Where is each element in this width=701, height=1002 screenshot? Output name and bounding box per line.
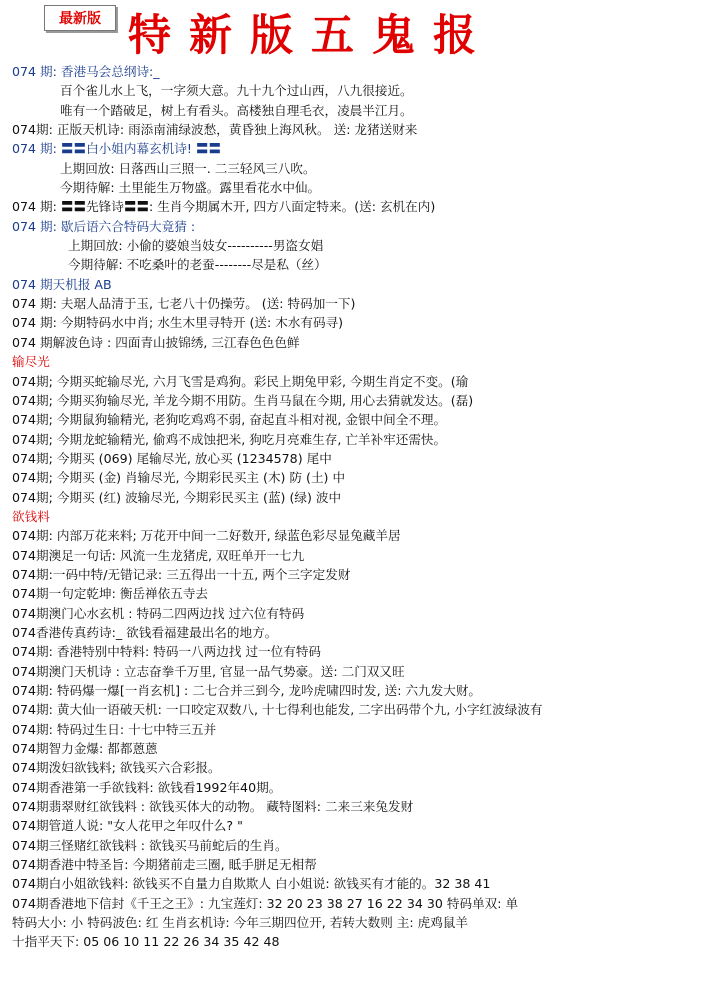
text-line: 074 期: 〓〓先锋诗〓〓: 生肖今期属木开, 四方八面定特来。(送: 玄机在内) (12, 199, 436, 215)
text-line: 上期回放: 小偷的婆娘当妓女----------男盗女娼 (68, 238, 324, 254)
text-line: 074期; 今期买狗输尽光, 羊龙今期不用防。生肖马鼠在今期, 用心去猜就发达。(磊) (12, 392, 474, 408)
text-line: 074 期: 〓〓白小姐内幕玄机诗! 〓〓 (12, 141, 222, 157)
text-line: 074期; 今期买蛇输尽光, 六月飞雪是鸡狗。彩民上期兔甲彩, 今期生肖定不变。(瑜 (12, 373, 469, 389)
text-line: 074 期: 今期特码水中肖; 水生木里寻特开 (送: 木水有码寻) (12, 315, 344, 331)
text-line: 074期澳门心水玄机 : 特码二四两边找 过六位有特码 (12, 605, 305, 621)
section-heading: 输尽光 (12, 354, 50, 370)
text-line: 上期回放: 日落西山三照一. 二三轻风三八吹。 (60, 160, 316, 176)
text-line: 074期香港中特圣旨: 今期猪前走三圈, 眡手胼足无相帮 (12, 857, 317, 873)
text-line: 074香港传真药诗:_ 欲钱看福建最出名的地方。 (12, 624, 278, 640)
text-line: 074期; 今期买 (069) 尾输尽光, 放心买 (1234578) 尾中 (12, 450, 332, 466)
text-line: 074 期: 夫琚人品清于玉, 七老八十仍操劳。 (送: 特码加一下) (12, 296, 356, 312)
text-line: 074期智力金爆: 都都蒽蒽 (12, 741, 158, 757)
text-line: 今期待解: 土里能生万物盛。露里看花水中仙。 (60, 180, 321, 196)
text-line: 074期; 今期买 (红) 波输尽光, 今期彩民买主 (蓝) (绿) 波中 (12, 489, 342, 505)
latest-version-badge: 最新版 (44, 5, 116, 31)
text-line: 074期: 香港特别中特料: 特码一八两边找 过一位有特码 (12, 644, 322, 660)
text-line: 074期; 今期买 (金) 肖输尽光, 今期彩民买主 (木) 防 (土) 中 (12, 470, 346, 486)
text-line: 074期澳足一句话: 风流一生龙猪虎, 双旺单开一七九 (12, 547, 305, 563)
text-line: 074 期解波色诗 : 四面青山披锦绣, 三江春色色色鲜 (12, 334, 300, 350)
section-heading: 欲钱料 (12, 508, 50, 524)
text-line: 074期三怪赌红欲钱料 : 欲钱买马前蛇后的生肖。 (12, 837, 288, 853)
text-line: 074期:一码中特/无错记录: 三五得出一十五, 两个三字定发财 (12, 566, 351, 582)
forecast-text-body (12, 62, 697, 952)
text-line: 074期管道人说: "女人花甲之年叹什么? " (12, 818, 243, 834)
text-line: 074期香港地下信封《千王之王》: 九宝莲灯: 32 20 23 38 27 16 22 34 30 特码单双: 单 (12, 895, 519, 911)
text-line: 074期白小姐欲钱料: 欲钱买不自量力自欺欺人 白小姐说: 欲钱买有才能的。32 38 41 (12, 876, 491, 892)
text-line: 074期香港第一手欲钱料: 欲钱看1992年40期。 (12, 779, 282, 795)
text-line: 074 期天机报 AB (12, 276, 112, 292)
text-line: 074期; 今期鼠狗输精光, 老狗吃鸡鸡不弱, 奋起直斗相对视, 金银中间全不理。 (12, 412, 447, 428)
text-line: 十指平天下: 05 06 10 11 22 26 34 35 42 48 (12, 934, 280, 950)
text-line: 074 期: 歇后语六合特码大竟猜 : (12, 218, 196, 234)
text-line: 074期: 特码过生日: 十七中特三五并 (12, 721, 217, 737)
text-line: 074期澳门天机诗 : 立志奋拳千万里, 官显一品气势豪。送: 二门双又旺 (12, 663, 405, 679)
text-line: 074期翡翠财红欲钱料 : 欲钱买体大的动物。 藏特图料: 二来三来兔发财 (12, 799, 414, 815)
text-line: 074期: 特码爆一爆[一肖玄机] : 二七合并三到今, 龙吟虎啸四时发, 送: 六九发大财。 (12, 683, 482, 698)
page-title: 特新版五鬼报 (128, 11, 494, 61)
text-line: 074期: 内部万花来料; 万花开中间一二好数开, 绿蓝色彩尽显兔藏羊居 (12, 528, 401, 544)
text-line: 074期: 黄大仙一语破天机: 一口咬定双数八, 十七得利也能发, 二字出码带个九, 小字红波绿波有 (12, 702, 543, 718)
text-line: 唯有一个踏破足，树上有看头。高楼独自理毛衣，凌晨半江月。 (60, 102, 413, 118)
text-line: 074期泼妇欲钱料; 欲钱买六合彩报。 (12, 760, 221, 776)
text-line: 074 期: 香港马会总纲诗:_ (12, 64, 160, 79)
text-line: 074期: 正版天机诗: 雨添南浦绿波愁，黄昏独上海风秋。 送: 龙猪送财来 (12, 122, 418, 138)
text-line: 074期一句定乾坤: 衡岳禅依五寺去 (12, 586, 209, 602)
text-line: 百个雀儿水上飞，一字须大意。九十九个过山西，八九很接近。 (60, 83, 413, 99)
text-line: 074期; 今期龙蛇输精光, 偷鸡不成蚀把米, 狗吃月亮难生存, 亡羊补牢还需快。 (12, 431, 447, 447)
text-line: 今期待解: 不吃桑叶的老蚕--------尽是私（丝） (68, 257, 327, 273)
text-line: 特码大小: 小 特码波色: 红 生肖玄机诗: 今年三期四位开, 若转大数则 主: 虎鸡鼠羊 (12, 915, 469, 931)
